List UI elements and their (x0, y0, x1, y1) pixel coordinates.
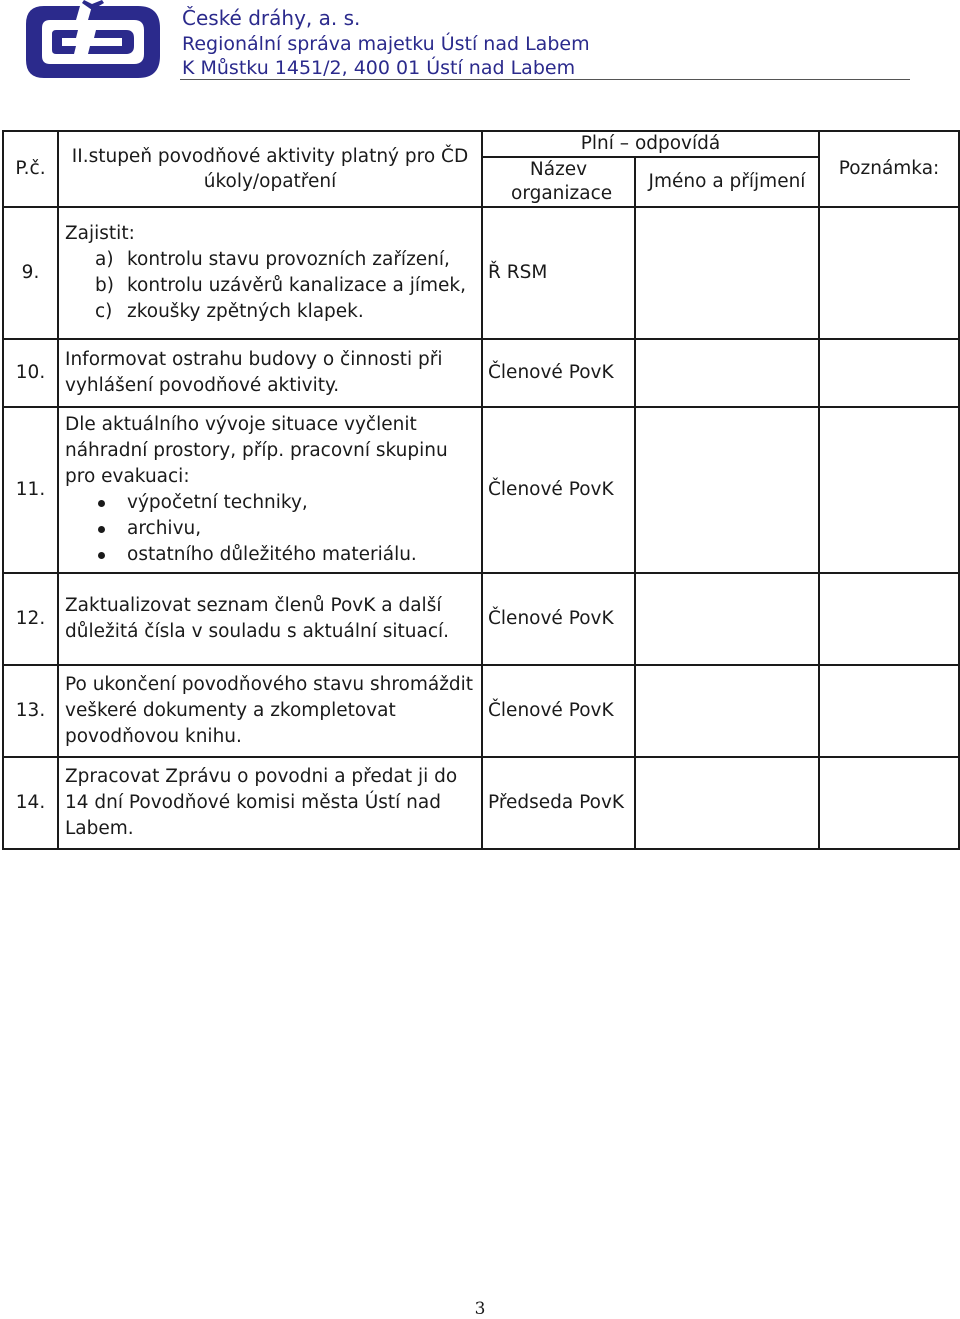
table-row (3, 339, 959, 407)
row-org: Ř RSM (482, 207, 635, 339)
list-text: výpočetní techniky, (127, 492, 308, 513)
list-marker: c) (95, 301, 113, 322)
row-note (819, 339, 959, 407)
header-name: Jméno a příjmení (635, 157, 819, 207)
row-name (635, 573, 819, 665)
row-name (635, 207, 819, 339)
list-text: kontrolu uzávěrů kanalizace a jímek, (127, 275, 466, 296)
task-sublist (65, 247, 477, 325)
row-org: Členové PovK (482, 573, 635, 665)
header-responsible: Plní – odpovídá (482, 131, 819, 157)
row-name (635, 407, 819, 573)
page-number: 3 (474, 1299, 486, 1319)
bullet-icon (65, 516, 127, 542)
header-rule (180, 79, 910, 80)
list-text: zkoušky zpětných klapek. (127, 301, 364, 322)
task-intro: Dle aktuálního vývoje situace vyčlenit náhradní prostory, příp. pracovní skupinu pro evakuaci: (65, 414, 448, 487)
list-text: ostatního důležitého materiálu. (127, 544, 417, 565)
company-address: K Můstku 1451/2, 400 01 Ústí nad Labem (182, 57, 576, 79)
company-unit: Regionální správa majetku Ústí nad Labem (182, 33, 590, 55)
table-row (3, 757, 959, 849)
header-org: Název organizace (482, 157, 635, 207)
row-num: 9. (3, 207, 58, 339)
row-org: Členové PovK (482, 407, 635, 573)
row-org: Předseda PovK (482, 757, 635, 849)
header-task-line2: úkoly/opatření (203, 171, 337, 192)
list-item (65, 299, 477, 325)
header-task (58, 131, 482, 207)
list-text: kontrolu stavu provozních zařízení, (127, 249, 450, 270)
header-note: Poznámka: (819, 131, 959, 207)
cd-logo (22, 0, 164, 84)
list-item (65, 542, 477, 568)
table-row (3, 407, 959, 573)
row-task: Po ukončení povodňového stavu shromáždit veškeré dokumenty a zkompletovat povodňovou knihu. (58, 665, 482, 757)
row-note (819, 407, 959, 573)
list-item (65, 273, 477, 299)
row-name (635, 339, 819, 407)
table-row (3, 207, 959, 339)
row-task: Zpracovat Zprávu o povodni a předat ji do 14 dní Povodňové komisi města Ústí nad Labem. (58, 757, 482, 849)
row-num: 11. (3, 407, 58, 573)
list-item (65, 516, 477, 542)
bullet-icon (65, 542, 127, 568)
task-intro: Zajistit: (65, 223, 135, 244)
row-org: Členové PovK (482, 339, 635, 407)
table-row (3, 665, 959, 757)
row-note (819, 757, 959, 849)
list-marker: a) (95, 249, 114, 270)
row-name (635, 757, 819, 849)
tasks-table (2, 130, 960, 850)
row-num: 10. (3, 339, 58, 407)
row-note (819, 207, 959, 339)
row-num: 12. (3, 573, 58, 665)
row-org: Členové PovK (482, 665, 635, 757)
row-note (819, 665, 959, 757)
company-name: České dráhy, a. s. (182, 6, 361, 30)
row-num: 13. (3, 665, 58, 757)
row-task (58, 407, 482, 573)
list-text: archivu, (127, 518, 202, 539)
header-num: P.č. (3, 131, 58, 207)
header-task-line1: II.stupeň povodňové aktivity platný pro ČD (71, 146, 469, 167)
bullet-icon (65, 490, 127, 516)
table-row (3, 573, 959, 665)
row-task: Zaktualizovat seznam členů PovK a další důležitá čísla v souladu s aktuální situací. (58, 573, 482, 665)
row-note (819, 573, 959, 665)
list-item (65, 247, 477, 273)
row-num: 14. (3, 757, 58, 849)
task-bullets (65, 490, 477, 568)
row-name (635, 665, 819, 757)
list-item (65, 490, 477, 516)
list-marker: b) (95, 275, 114, 296)
row-task: Informovat ostrahu budovy o činnosti při vyhlášení povodňové aktivity. (58, 339, 482, 407)
row-task (58, 207, 482, 339)
